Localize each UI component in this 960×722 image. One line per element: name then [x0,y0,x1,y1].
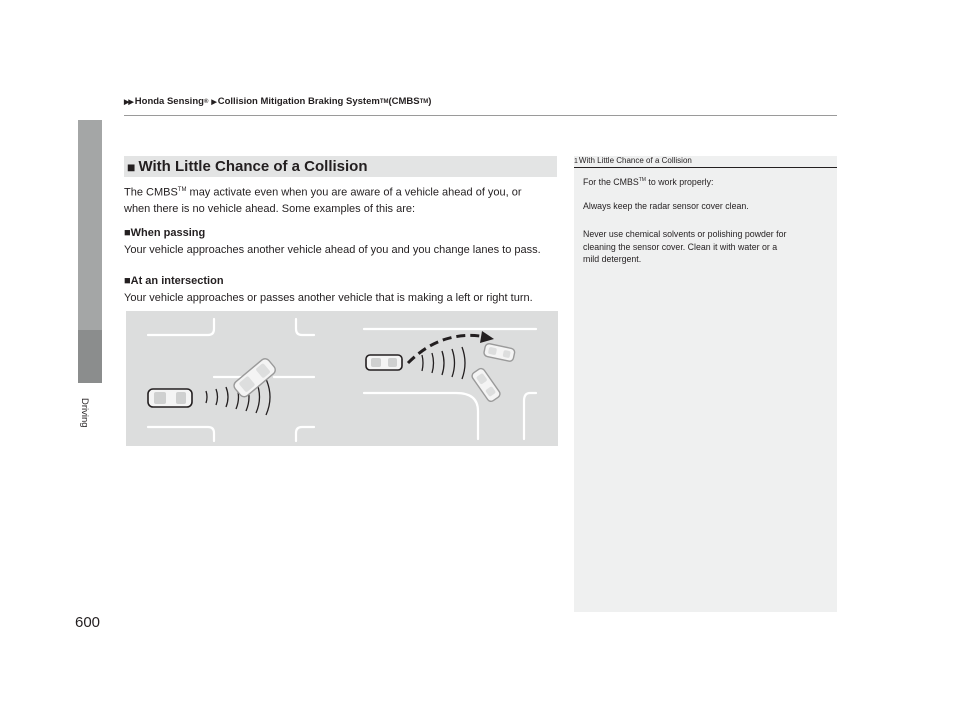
trademark-mark: TM [638,177,646,183]
lane-change-path-arrow [408,335,486,363]
note-panel [574,156,837,612]
note-heading [574,156,837,168]
arrow-head-icon [480,331,494,343]
note-line-3a: Never use chemical solvents or polishing powder for [583,229,787,239]
road-line [364,393,478,439]
header-divider [124,115,837,116]
page-number: 600 [75,614,101,631]
car-right-own [366,355,402,370]
note-title: With Little Chance of a Collision [578,156,692,165]
breadcrumb-item-honda-sensing[interactable]: Honda Sensing [134,96,204,107]
note-line-3b: cleaning the sensor cover. Clean it with water or a [583,241,778,252]
breadcrumb [124,96,431,107]
case-heading-passing: ■When passing [124,227,206,239]
note-paragraph-3 [583,228,833,266]
trademark-mark: TM [177,187,187,193]
scenario-illustration-svg [126,311,558,446]
road-line [296,427,314,441]
scenario-illustration [126,311,558,446]
road-line [524,393,536,439]
car-right-ahead [483,343,515,362]
intro-text-start: The CMBS [124,186,178,199]
section-title: With Little Chance of a Collision [138,158,368,175]
case-heading-intersection: ■At an intersection [124,275,224,287]
note-line-2: Always keep the radar sensor cover clean. [583,201,749,211]
trademark-mark: TM [379,98,389,105]
note-line-3c: mild detergent. [583,254,642,264]
road-line [296,319,314,335]
section-square-icon: ■ [127,158,136,175]
breadcrumb-paren-close: ) [428,96,432,107]
intro-paragraph [124,182,564,218]
section-heading [124,156,557,177]
intro-text-line2: when there is no vehicle ahead. Some examples of this are: [124,203,416,216]
registered-mark: ® [203,98,209,105]
case-text-passing: Your vehicle approaches another vehicle ahead of you and you change lanes to pass. [124,244,541,256]
note-line-1 [583,174,833,188]
chapter-tab-highlight [78,330,102,383]
note-line-1-end: to work properly: [645,176,714,187]
intro-text-rest: may activate even when you are aware of a vehicle ahead of you, or [186,186,522,199]
trademark-mark: TM [419,98,429,105]
car-left-own [148,389,192,407]
breadcrumb-arrow-icon: ▶▶ [124,98,133,106]
chapter-tab-label: Driving [79,398,90,428]
car-right-turning [471,367,502,403]
road-line [148,427,214,441]
radar-waves-right [422,347,465,379]
breadcrumb-item-cmbs[interactable]: Collision Mitigation Braking System [217,96,380,107]
note-line-1-start: For the CMBS [583,176,639,187]
note-reference-icon: 1 [574,158,578,165]
case-text-intersection: Your vehicle approaches or passes another vehicle that is making a left or right turn. [124,292,533,304]
breadcrumb-cmbs-abbrev: (CMBS [388,96,420,107]
breadcrumb-arrow-icon: ▶ [211,98,216,106]
road-line [148,319,214,335]
